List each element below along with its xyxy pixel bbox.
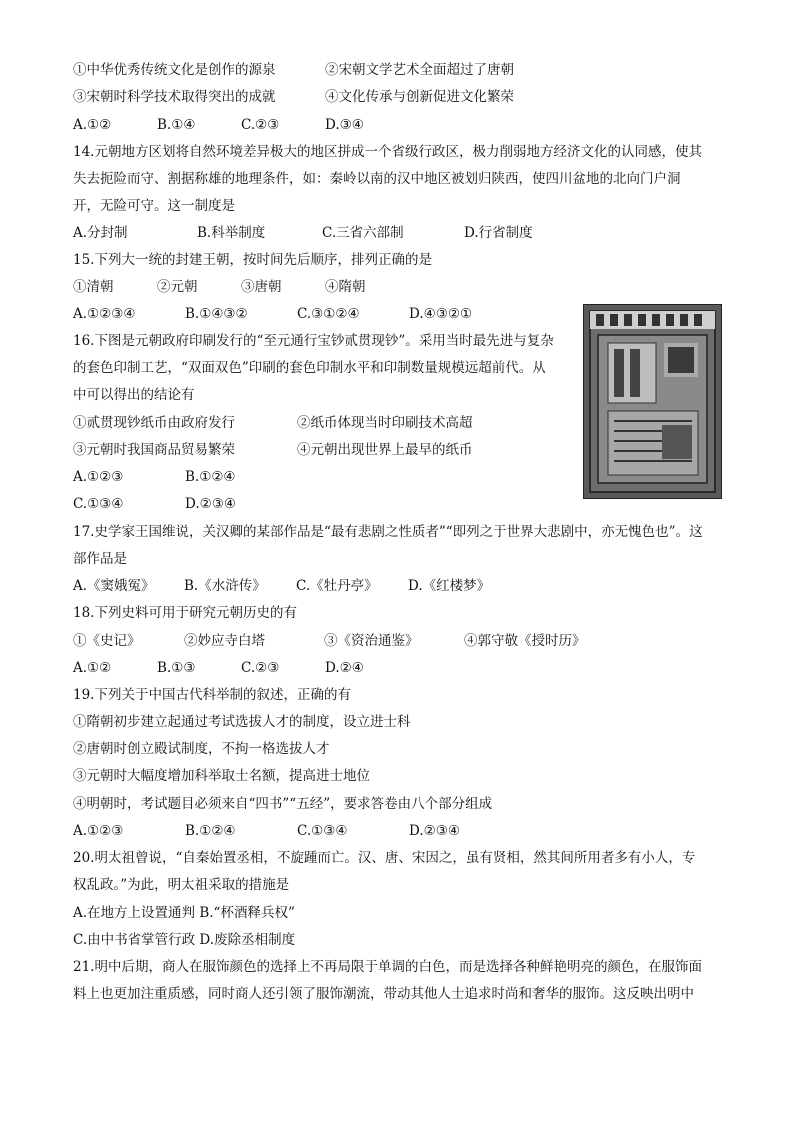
q18-answer-a: A.①② bbox=[73, 660, 112, 676]
q19-answer-a: A.①②③ bbox=[73, 823, 124, 839]
q16-stem-line: 中可以得出的结论有 bbox=[73, 387, 195, 403]
q18-option-4: ④郭守敬《授时历》 bbox=[464, 633, 586, 649]
q14-stem-line: 14.元朝地方区划将自然环境差异极大的地区拼成一个省级行政区，极力削弱地方经济文化的认同感，使其 bbox=[73, 144, 702, 160]
q20-stem-line: 20.明太祖曾说，“自秦始置丞相，不旋踵而亡。汉、唐、宋因之，虽有贤相，然其间所用者多有小人，专 bbox=[73, 850, 696, 866]
q14-answer-d: D.行省制度 bbox=[464, 225, 533, 241]
q18-options bbox=[73, 632, 586, 650]
q19-answer-d: D.②③④ bbox=[409, 823, 460, 839]
q15-option-4: ④隋朝 bbox=[325, 279, 366, 295]
q13-option-row bbox=[73, 61, 514, 79]
q19-answer-b: B.①②④ bbox=[185, 823, 236, 839]
q15-answer-a: A.①②③④ bbox=[73, 306, 136, 322]
q16-stem-line: 16.下图是元朝政府印刷发行的“至元通行宝钞贰贯现钞”。采用当时最先进与复杂 bbox=[73, 333, 554, 349]
q16-option-row bbox=[73, 414, 473, 432]
q15-answers bbox=[73, 305, 473, 323]
q16-option-row bbox=[73, 441, 473, 459]
q18-answer-c: C.②③ bbox=[241, 660, 280, 676]
q20-answer-row: C.由中书省掌管行政 D.废除丞相制度 bbox=[73, 932, 296, 948]
q14-answer-c: C.三省六部制 bbox=[322, 225, 404, 241]
q14-stem-line: 开，无险可守。这一制度是 bbox=[73, 198, 235, 214]
q16-option-3: ③元朝时我国商品贸易繁荣 bbox=[73, 442, 235, 458]
q15-option-3: ③唐朝 bbox=[241, 279, 282, 295]
q13-answers bbox=[73, 116, 364, 134]
q17-answer-c: C.《牡丹亭》 bbox=[296, 578, 378, 594]
q13-option-2: ②宋朝文学艺术全面超过了唐朝 bbox=[325, 62, 514, 78]
q18-answers bbox=[73, 659, 364, 677]
q21-stem-line: 料上也更加注重质感，同时商人还引领了服饰潮流，带动其他人士追求时尚和奢华的服饰。这反映出明中 bbox=[73, 986, 694, 1002]
q13-answer-c: C.②③ bbox=[241, 117, 280, 133]
q16-answer-c: C.①③④ bbox=[73, 496, 124, 512]
q16-answer-a: A.①②③ bbox=[73, 469, 124, 485]
q19-answers bbox=[73, 822, 460, 840]
q13-answer-a: A.①② bbox=[73, 117, 112, 133]
banknote-illustration bbox=[584, 305, 721, 498]
q16-option-1: ①贰贯现钞纸币由政府发行 bbox=[73, 415, 235, 431]
q13-option-row bbox=[73, 88, 514, 106]
q13-answer-d: D.③④ bbox=[325, 117, 364, 133]
q13-option-4: ④文化传承与创新促进文化繁荣 bbox=[325, 89, 514, 105]
q15-option-2: ②元朝 bbox=[157, 279, 198, 295]
q18-answer-b: B.①③ bbox=[157, 660, 196, 676]
q17-answer-d: D.《红楼梦》 bbox=[408, 578, 491, 594]
q18-stem-line: 18.下列史料可用于研究元朝历史的有 bbox=[73, 605, 297, 621]
q14-answer-a: A.分封制 bbox=[73, 225, 128, 241]
q14-answer-b: B.科举制度 bbox=[197, 225, 266, 241]
q20-answer-row: A.在地方上设置通判 B.“杯酒释兵权” bbox=[73, 905, 295, 921]
q18-option-1: ①《史记》 bbox=[73, 633, 141, 649]
q13-option-1: ①中华优秀传统文化是创作的源泉 bbox=[73, 62, 276, 78]
q15-stem-line: 15.下列大一统的封建王朝，按时间先后顺序，排列正确的是 bbox=[73, 252, 432, 268]
q16-stem-line: 的套色印制工艺，“双面双色”印刷的套色印制水平和印制数量规模远超前代。从 bbox=[73, 360, 546, 376]
q19-stem-line: 19.下列关于中国古代科举制的叙述，正确的有 bbox=[73, 687, 351, 703]
q15-options bbox=[73, 278, 366, 296]
q15-option-1: ①清朝 bbox=[73, 279, 114, 295]
q15-answer-d: D.④③②① bbox=[409, 306, 473, 322]
q21-stem-line: 21.明中后期，商人在服饰颜色的选择上不再局限于单调的白色，而是选择各种鲜艳明亮的颜色，在服饰面 bbox=[73, 959, 702, 975]
q19-option-3: ③元朝时大幅度增加科举取士名额，提高进士地位 bbox=[73, 768, 370, 784]
q13-answer-b: B.①④ bbox=[157, 117, 196, 133]
q16-answer-b: B.①②④ bbox=[185, 469, 236, 485]
q19-answer-c: C.①③④ bbox=[297, 823, 348, 839]
yuan-banknote-image bbox=[583, 304, 722, 499]
q16-answer-d: D.②③④ bbox=[185, 496, 236, 512]
q20-stem-line: 权乱政。”为此，明太祖采取的措施是 bbox=[73, 877, 290, 893]
q18-option-2: ②妙应寺白塔 bbox=[184, 633, 265, 649]
q18-answer-d: D.②④ bbox=[325, 660, 364, 676]
q17-answer-a: A.《窦娥冤》 bbox=[73, 578, 155, 594]
q17-stem-line: 部作品是 bbox=[73, 551, 127, 567]
q14-answers bbox=[73, 224, 533, 242]
q16-answer-row bbox=[73, 495, 236, 513]
q17-answer-b: B.《水浒传》 bbox=[184, 578, 266, 594]
q15-answer-c: C.③①②④ bbox=[297, 306, 360, 322]
q14-stem-line: 失去扼险而守、割据称雄的地理条件，如：秦岭以南的汉中地区被划归陕西，使四川盆地的北向门户洞 bbox=[73, 171, 681, 187]
q16-answer-row bbox=[73, 468, 236, 486]
q16-option-2: ②纸币体现当时印刷技术高超 bbox=[297, 415, 473, 431]
q16-option-4: ④元朝出现世界上最早的纸币 bbox=[297, 442, 473, 458]
q13-option-3: ③宋朝时科学技术取得突出的成就 bbox=[73, 89, 276, 105]
q19-option-1: ①隋朝初步建立起通过考试选拔人才的制度，设立进士科 bbox=[73, 714, 411, 730]
q19-option-2: ②唐朝时创立殿试制度，不拘一格选拔人才 bbox=[73, 741, 330, 757]
q17-stem-line: 17.史学家王国维说，关汉卿的某部作品是“最有悲剧之性质者”“即列之于世界大悲剧中，亦无愧色也”。这 bbox=[73, 524, 703, 540]
q19-option-4: ④明朝时，考试题目必须来自“四书”“五经”，要求答卷由八个部分组成 bbox=[73, 796, 493, 812]
q18-option-3: ③《资治通鉴》 bbox=[324, 633, 419, 649]
q15-answer-b: B.①④③② bbox=[185, 306, 248, 322]
q17-answers bbox=[73, 577, 491, 595]
